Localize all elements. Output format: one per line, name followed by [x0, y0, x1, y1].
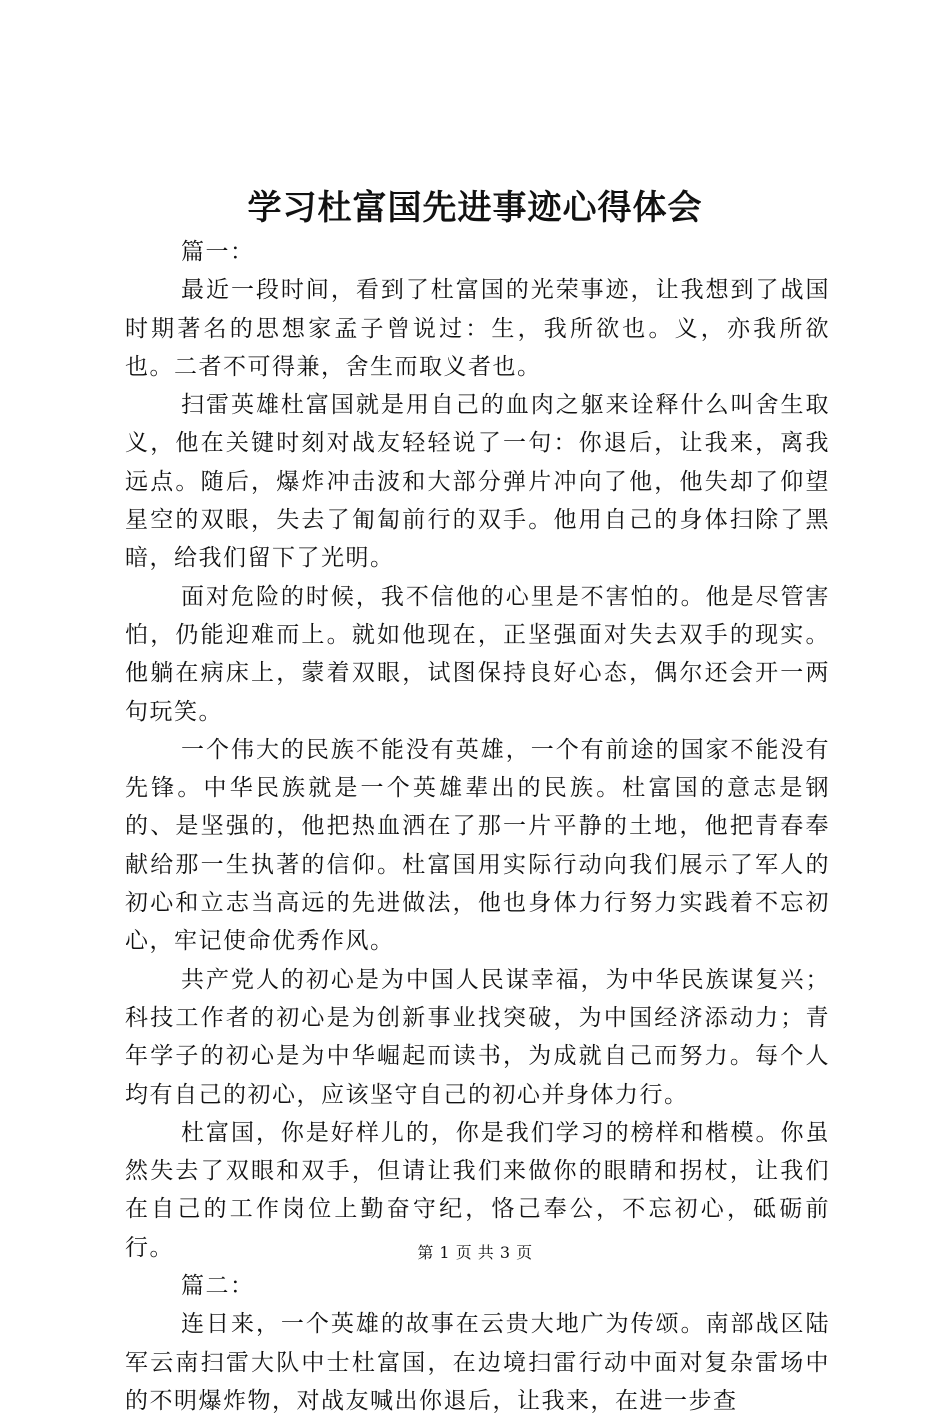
paragraph: 最近一段时间，看到了杜富国的光荣事迹，让我想到了战国时期著名的思想家孟子曾说过：生，我所欲也。义，亦我所欲也。二者不可得兼，舍生而取义者也。 [125, 277, 830, 380]
paragraph: 一个伟大的民族不能没有英雄，一个有前途的国家不能没有先锋。中华民族就是一个英雄辈出的民族。杜富国的意志是钢的、是坚强的，他把热血洒在了那一片平静的土地，他把青春奉献给那一生执著的信仰。杜富国用实际行动向我们展示了军人的初心和立志当高远的先进做法，他也身体力行努力实践着不忘初心，牢记使命优秀作风。 [125, 736, 830, 955]
paragraph: 共产党人的初心是为中国人民谋幸福，为中华民族谋复兴；科技工作者的初心是为创新事业找突破，为中国经济添动力；青年学子的初心是为中华崛起而读书，为成就自己而努力。每个人均有自己的初心，应该坚守自己的初心并身体力行。 [125, 966, 830, 1108]
section-heading-two: 篇二： [181, 1273, 255, 1300]
paragraph: 面对危险的时候，我不信他的心里是不害怕的。他是尽管害怕，仍能迎难而上。就如他现在，正坚强面对失去双手的现实。他躺在病床上，蒙着双眼，试图保持良好心态，偶尔还会开一两句玩笑。 [125, 583, 830, 725]
paragraph: 扫雷英雄杜富国就是用自己的血肉之躯来诠释什么叫舍生取义，他在关键时刻对战友轻轻说了一句：你退后，让我来，离我远点。随后，爆炸冲击波和大部分弹片冲向了他，他失却了仰望星空的双眼，失去了匍匐前行的双手。他用自己的身体扫除了黑暗，给我们留下了光明。 [125, 392, 830, 572]
paragraph: 连日来，一个英雄的故事在云贵大地广为传颂。南部战区陆军云南扫雷大队中士杜富国，在边境扫雷行动中面对复杂雷场中的不明爆炸物，对战友喊出你退后，让我来，在进一步查 [125, 1311, 830, 1414]
document-title: 学习杜富国先进事迹心得体会 [247, 188, 703, 228]
page-number-footer: 第 1 页 共 3 页 [417, 1243, 533, 1262]
paragraph: 杜富国，你是好样儿的，你是我们学习的榜样和楷模。你虽然失去了双眼和双手，但请让我们来做你的眼睛和拐杖，让我们在自己的工作岗位上勤奋守纪，恪己奉公，不忘初心，砥砺前行。 [125, 1119, 830, 1261]
section-heading-one: 篇一： [181, 239, 255, 265]
